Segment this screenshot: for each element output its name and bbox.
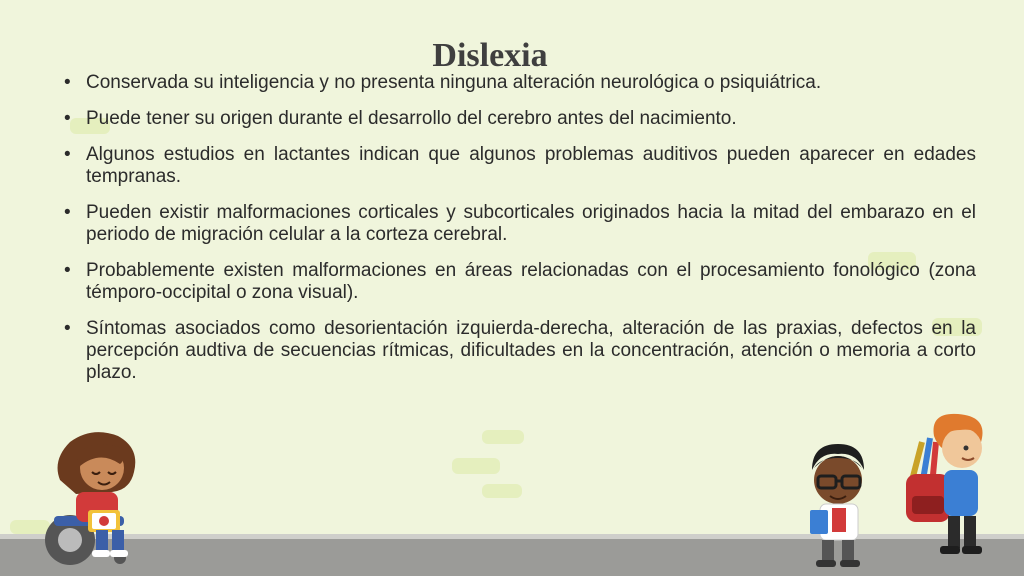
bullet-item: • Algunos estudios en lactantes indican que algunos problemas auditivos pueden aparecer en edades tempranas.: [64, 144, 976, 187]
bg-patch: [482, 484, 522, 498]
bg-patch: [482, 430, 524, 444]
slide-title: Dislexia: [432, 36, 548, 74]
girl-wheelchair-illustration: [30, 420, 160, 570]
boy-glasses-illustration: [796, 440, 876, 572]
bullet-item: • Síntomas asociados como desorientación izquierda-derecha, alteración de las praxias, defectos en la percepción audtiva de secuencias rítmicas, dificultades en la concentración, atención o memoria a corto plazo.: [64, 318, 976, 383]
bullet-item: • Conservada su inteligencia y no presenta ninguna alteración neurológica o psiquiátrica.: [64, 72, 822, 93]
bullet-list: [62, 72, 976, 398]
bullet-item: • Pueden existir malformaciones corticales y subcorticales originados hacia la mitad del embarazo en el periodo de migración celular a la corteza cerebral.: [64, 202, 976, 245]
boy-backpack-illustration: [900, 412, 1000, 572]
bullet-item: • Probablemente existen malformaciones en áreas relacionadas con el procesamiento fonológico (zona témporo-occipital o zona visual).: [64, 260, 976, 303]
bullet-item: • Puede tener su origen durante el desarrollo del cerebro antes del nacimiento.: [64, 108, 737, 129]
bg-patch: [452, 458, 500, 474]
